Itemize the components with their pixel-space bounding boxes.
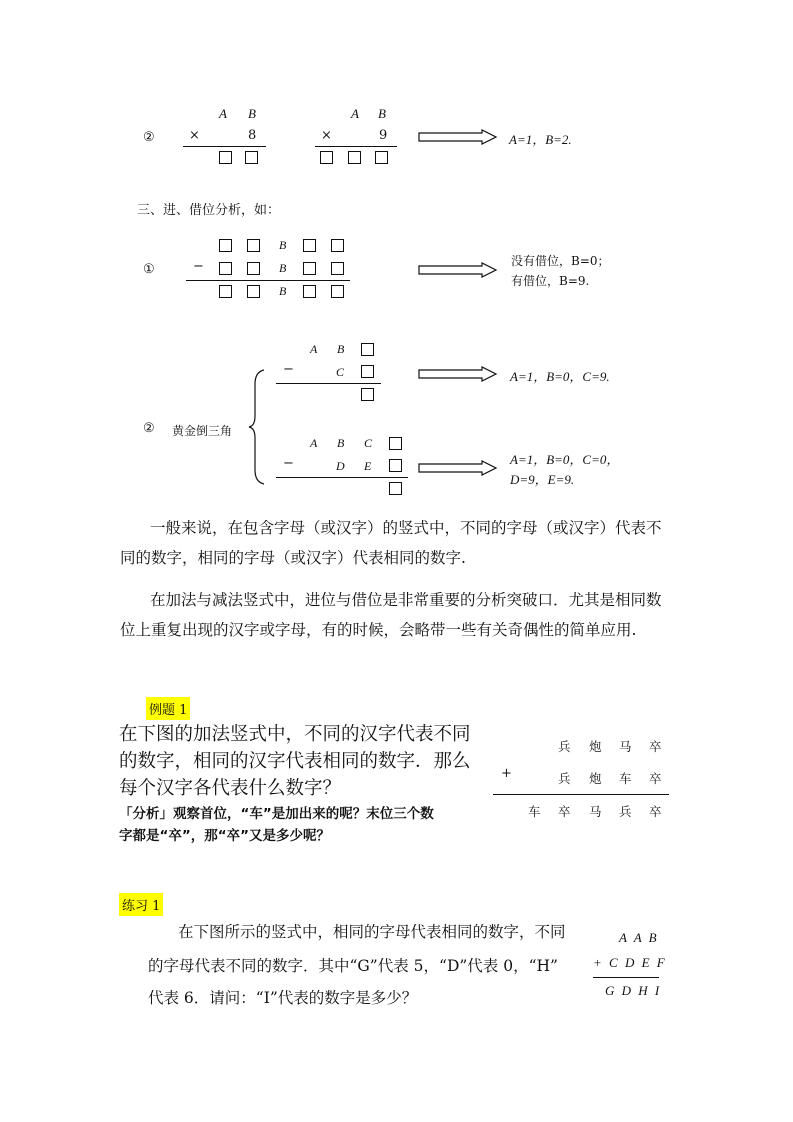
blank-box [303,239,316,252]
arrow-right-icon [418,366,498,382]
blank-box [331,285,344,298]
letter-b: B [337,342,345,356]
golden-triangle-label: 黄金倒三角 [172,424,233,438]
plus-sign: + [501,766,512,781]
practice-tag: 练习 1 [119,893,163,916]
paragraph-2-line-2: 位上重复出现的汉字或字母，有的时候，会略带一些有关奇偶性的简单应用. [120,621,637,639]
paragraph-1-line-2: 同的数字，相同的字母（或汉字）代表相同的数字. [120,549,466,567]
circled-number: ② [143,130,155,145]
letter-b: B [337,436,345,450]
analysis-line-1: 「分析」观察首位，“车”是加出来的呢？末位三个数 [119,806,434,822]
letter-b: B [378,106,386,121]
blank-box [361,343,374,356]
blank-box [247,239,260,252]
puzzle-char: 车 [528,804,541,819]
rule-line [276,383,381,384]
result-line-2: 有借位，B=9. [511,274,590,288]
example-question-line-2: 的数字，相同的汉字代表相同的数字．那么 [119,751,471,772]
blank-box [245,151,258,164]
result-line-1: 没有借位，B=0； [511,254,610,268]
minus-sign: − [193,259,204,274]
puzzle-char: 兵 [619,804,632,819]
arrow-right-icon [418,460,498,476]
puzzle-char: 炮 [589,739,602,754]
puzzle-char: 车 [619,771,632,786]
rule-line [276,477,408,478]
puzzle-char: 马 [619,739,632,754]
letter-b: B [248,106,256,121]
puzzle-char: 卒 [558,804,571,819]
letter-e: E [364,459,372,473]
practice-line-3: 代表 6．请问：“I”代表的数字是多少？ [148,989,418,1007]
minus-sign: − [283,362,294,377]
letter-b: B [279,238,287,252]
puzzle-char: 兵 [558,771,571,786]
rule-line [315,146,397,147]
puzzle-char: 卒 [649,739,662,754]
section-heading: 三、进、借位分析，如： [137,203,281,218]
puzzle-char: 兵 [558,739,571,754]
letter-a: A [219,106,227,121]
paragraph-2-line-1: 在加法与减法竖式中，进位与借位是非常重要的分析突破口．尤其是相同数 [150,591,662,609]
letter-b: B [279,261,287,275]
multiplier-digit: 8 [248,128,257,143]
times-sign: × [321,128,332,143]
arrow-right-icon [418,262,498,278]
blank-box [389,459,402,472]
letter-a: A [310,342,318,356]
puzzle-row-3: G D H I [605,983,662,998]
times-sign: × [189,128,200,143]
result-line-2: D=9，E=9. [510,472,575,487]
puzzle-char: 卒 [649,771,662,786]
rule-line [593,977,659,978]
result-line-1: A=1，B=0，C=0， [510,452,620,467]
blank-box [389,437,402,450]
analysis-line-2: 字都是“卒”，那“卒”又是多少呢？ [119,828,330,844]
blank-box [361,388,374,401]
result-text: A=1，B=0，C=9. [510,369,610,384]
letter-d: D [336,459,345,473]
puzzle-row-2: + C D E F [593,955,667,970]
result-text: A=1，B=2. [509,132,572,147]
blank-box [375,151,388,164]
rule-line [186,280,350,281]
blank-box [303,285,316,298]
blank-box [389,482,402,495]
blank-box [361,365,374,378]
letter-c: C [336,365,345,379]
puzzle-char: 卒 [649,804,662,819]
multiplier-digit: 9 [379,128,388,143]
example-question-line-1: 在下图的加法竖式中，不同的汉字代表不同 [119,724,471,745]
paragraph-1-line-1: 一般来说，在包含字母（或汉字）的竖式中，不同的字母（或汉字）代表不 [150,519,662,537]
rule-line [493,794,669,795]
circled-number: ② [143,421,155,436]
circled-number: ① [143,262,155,277]
arrow-right-icon [418,129,498,145]
example-question-line-3: 每个汉字各代表什么数字？ [119,778,342,799]
blank-box [320,151,333,164]
left-brace-icon [248,368,266,486]
puzzle-char: 炮 [589,771,602,786]
rule-line [183,146,266,147]
blank-box [247,262,260,275]
blank-box [219,151,232,164]
example-tag: 例题 1 [146,697,190,720]
letter-a: A [310,436,318,450]
letter-c: C [364,436,373,450]
letter-b: B [279,284,287,298]
practice-line-2: 的字母代表不同的数字．其中“G”代表 5，“D”代表 0，“H” [148,957,558,975]
blank-box [303,262,316,275]
blank-box [331,239,344,252]
blank-box [348,151,361,164]
blank-box [247,285,260,298]
minus-sign: − [283,456,294,471]
letter-a: A [351,106,359,121]
blank-box [219,239,232,252]
puzzle-char: 马 [589,804,602,819]
puzzle-row-1: A A B [619,930,659,945]
blank-box [331,262,344,275]
practice-line-1: 在下图所示的竖式中，相同的字母代表相同的数字，不同 [178,923,566,941]
blank-box [219,285,232,298]
blank-box [219,262,232,275]
